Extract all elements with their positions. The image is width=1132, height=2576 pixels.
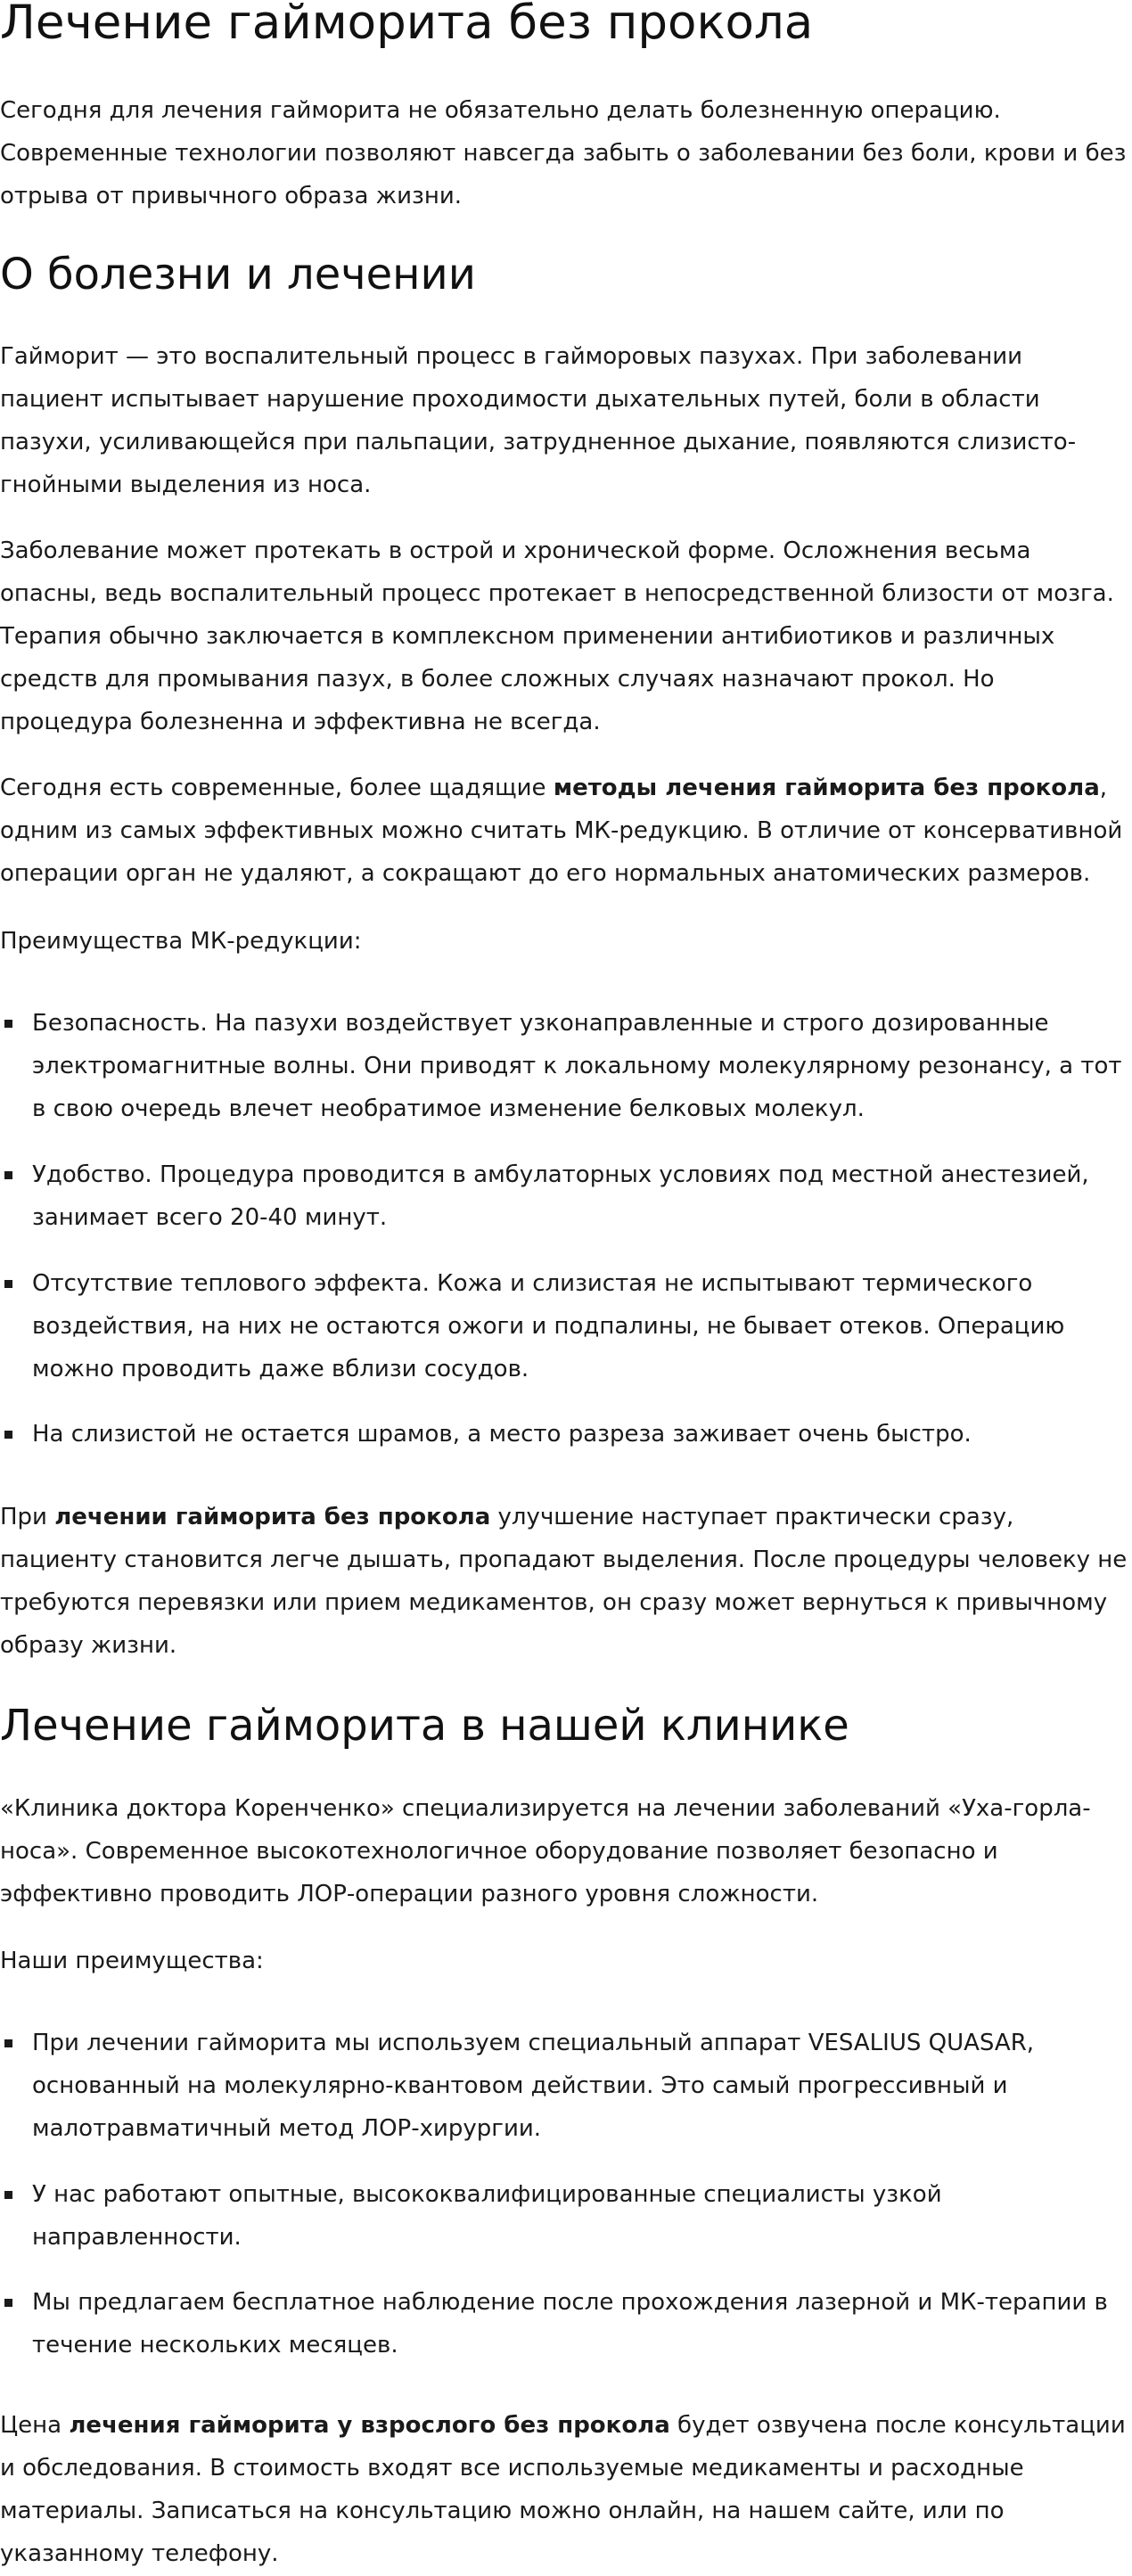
list-item-text: При лечении гайморита мы используем специальный аппарат VESALIUS QUASAR, основанный на молекулярно-квантовом действии. Это самый прогрессивный и малотравматичный метод ЛОР-хирургии. (32, 2030, 1035, 2142)
list-item-text: Безопасность. На пазухи воздействует узконаправленные и строго дозированные электромагнитные волны. Они приводят к локальному молекулярному резонансу, а тот в свою очередь влечет необратимое изменение белковых молекул. (32, 1010, 1122, 1122)
bullet-icon (4, 1280, 12, 1288)
bullet-icon (4, 1171, 12, 1179)
about-paragraph-4-bold: лечении гайморита без прокола (54, 1504, 491, 1530)
about-paragraph-1: Гайморит — это воспалительный процесс в гайморовых пазухах. При заболевании пациент испытывает нарушение проходимости дыхательных путей, боли в области пазухи, усиливающейся при пальпации, затрудненное дыхание, появляются слизисто-гнойными выделения из носа. (0, 343, 1077, 498)
list-item-text: На слизистой не остается шрамов, а место разреза заживает очень быстро. (32, 1421, 972, 1448)
about-paragraph-4-start: При (0, 1504, 55, 1530)
bullet-icon (4, 2299, 12, 2307)
bullet-icon (4, 2039, 12, 2047)
list-item (0, 2022, 1130, 2150)
benefits-label: Наши преимущества: (0, 1948, 264, 1974)
list-item-text: У нас работают опытные, высококвалифицированные специалисты узкой направленности. (32, 2181, 942, 2251)
about-paragraph-2: Заболевание может протекать в острой и хронической форме. Осложнения весьма опасны, ведь воспалительный процесс протекает в непосредственной близости от мозга. Терапия обычно заключается в комплексном применении антибиотиков и различных средств для промывания пазух, в более сложных случаях назначают прокол. Но процедура болезненна и эффективна не всегда. (0, 537, 1114, 735)
bullet-icon (4, 2191, 12, 2199)
list-item (0, 1413, 1130, 1456)
about-paragraph-4 (0, 1496, 1130, 1667)
advantages-label: Преимущества МК-редукции: (0, 928, 362, 955)
list-item (0, 2173, 1130, 2259)
about-paragraph-3-start: Сегодня есть современные, более щадящие (0, 775, 554, 801)
section-heading-clinic: Лечение гайморита в нашей клинике (0, 1701, 849, 1751)
about-paragraph-4-end: улучшение наступает практически сразу, пациенту становится легче дышать, пропадают выделения. После процедуры человеку не требуются перевязки или прием медикаментов, он сразу может вернуться к привычному образу жизни. (0, 1504, 1128, 1659)
list-item (0, 1002, 1130, 1130)
clinic-paragraph-2-end: будет озвучена после консультации и обследования. В стоимость входят все используемые медикаменты и расходные материалы. Записаться на консультацию можно онлайн, на нашем сайте, или по указанному телефону. (0, 2412, 1126, 2567)
clinic-paragraph-2-bold: лечения гайморита у взрослого без прокола (69, 2412, 670, 2439)
about-paragraph-3-bold: методы лечения гайморита без прокола (553, 775, 1100, 801)
clinic-paragraph-1: «Клиника доктора Коренченко» специализируется на лечении заболеваний «Уха-горла-носа». Современное высокотехнологичное оборудование позволяет безопасно и эффективно проводить ЛОР-операции разного уровня сложности. (0, 1795, 1091, 1907)
bullet-icon (4, 1431, 12, 1439)
list-item (0, 1262, 1130, 1391)
list-item-text: Отсутствие теплового эффекта. Кожа и слизистая не испытывают термического воздействия, на них не остаются ожоги и подпалины, не бывает отеков. Операцию можно проводить даже вблизи сосудов. (32, 1270, 1065, 1382)
list-item-text: Удобство. Процедура проводится в амбулаторных условиях под местной анестезией, занимает всего 20-40 минут. (32, 1161, 1089, 1231)
page-title: Лечение гайморита без прокола (0, 0, 814, 50)
list-item (0, 1153, 1130, 1239)
bullet-icon (4, 1020, 12, 1028)
about-paragraph-3 (0, 767, 1130, 895)
about-paragraph-3-end: , одним из самых эффективных можно считать МК-редукцию. В отличие от консервативной операции орган не удаляют, а сокращают до его нормальных анатомических размеров. (0, 775, 1123, 887)
list-item-text: Мы предлагаем бесплатное наблюдение после прохождения лазерной и МК-терапии в течение нескольких месяцев. (32, 2289, 1108, 2359)
clinic-paragraph-2-start: Цена (0, 2412, 70, 2439)
clinic-paragraph-2 (0, 2404, 1130, 2575)
intro-paragraph: Сегодня для лечения гайморита не обязательно делать болезненную операцию. Современные технологии позволяют навсегда забыть о заболевании без боли, крови и без отрыва от привычного образа жизни. (0, 97, 1127, 209)
list-item (0, 2281, 1130, 2367)
section-heading-about: О болезни и лечении (0, 250, 476, 299)
